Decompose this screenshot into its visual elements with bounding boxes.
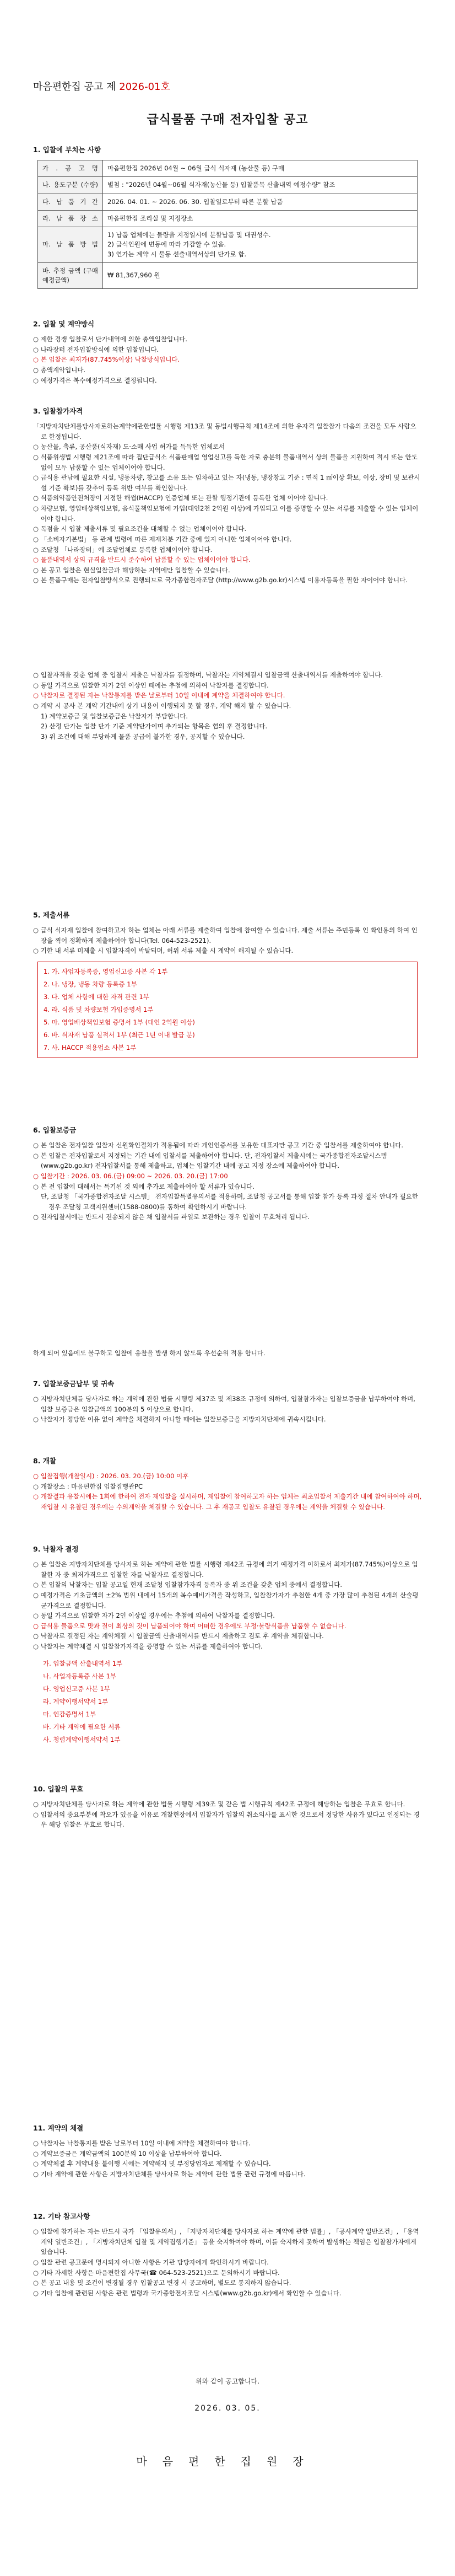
list-item: 3. 다. 업체 사항에 대한 자격 관련 1부 bbox=[44, 992, 149, 1001]
section-contract-method: 2. 입찰 및 계약방식 ○ 제한 경쟁 입찰로서 단가내역에 의한 총액입찰입니다. ○ 나라장터 전자입찰방식에 의한 입찰입니다. ○ 본 입찰은 최저가(87.745%이상) 낙찰방식입니다. ○ 총액계약입니다. ○ 예정가격은 복수예정가격으로 결정됩니다. bbox=[33, 319, 422, 385]
list-item: ○ 개찰결과 유찰시에는 1회에 한하여 전자 재입찰을 실시하며, 재입찰에 참여하고자 하는 업체는 최초입찰서 제출기간 내에 참여하여야 하며, 재입찰 시 유찰된 경우에는 수의계약을 체결할 수 있습니다. 그 후 재공고 입찰도 유찰된 경우에는 계약을 체결할 수 있습니다. bbox=[33, 1493, 422, 1511]
list-item: ○ 입찰자격을 갖춘 업체 중 입찰서 제출은 낙찰자를 결정하며, 낙찰자는 계약체결시 입찰금액 산출내역서를 제출하여야 합니다. bbox=[33, 671, 383, 679]
table-row: 나. 용도구분 (수량) 별첨 : "2026년 04월~06월 식자재(농산물 등) 입찰품목 산출내역 예정수량" 참조 bbox=[38, 177, 418, 194]
notice-title: 급식물품 구매 전자입찰 공고 bbox=[147, 113, 308, 127]
item-list bbox=[33, 1559, 422, 1652]
section-winner: 9. 낙찰자 결정 ○ 본 입찰은 지방자치단체를 당사자로 하는 계약에 관한 법률 시행령 제42조 규정에 의거 예정가격 이하로서 최저가(87.745%)이상으로 입찰한 자 중 최저가격으로 입찰한 자를 낙찰자로 결정합니다. ○ 본 입찰의 낙찰자는 입찰 공고일 현재 조달청 입찰참가자격 등록자 중 위 조건을 갖춘 업체 중에서 결정합니다. ○ 예정가격은 기초금액의 ±2% 범위 내에서 15개의 복수예비가격을 작성하고, 입찰참가자가 추첨한 4개 중 가장 많이 추첨된 4개의 산술평균가격으로 결정합니다. ○ 동일 가격으로 입찰한 자가 2인 이상일 경우에는 추첨에 의하여 낙찰자를 결정합니다. ○ 급식용 물품으로 맛과 질이 최상의 것이 납품되어야 하며 어떠한 경우에도 부정·불량식품을 납품할 수 없습니다. ○ 낙찰자로 결정된 자는 계약체결 시 입찰금액 산출내역서를 반드시 제출하고 검토 후 계약을 체결합니다. ○ 낙찰자는 계약체결 시 입찰참가자격을 증명할 수 있는 서류를 제출하여야 합니다. 가. 입찰금액 산출내역서 1부 나. 사업자등록증 사본 1부 다. 영업신고증 사본 1부 라. 계약이행서약서 1부 마. 인감증명서 1부 바. 기타 계약에 필요한 서류 사. 청렴계약이행서약서 1부 bbox=[33, 1544, 422, 1752]
list-item: ○ 입찰에 참가하는 자는 반드시 국가 「입찰유의서」, 「지방자치단체를 당사자로 하는 계약에 관한 법률」, 「공사계약 일반조건」, 「용역계약 일반조건」, 「지방자치단체 입찰 및 계약집행기준」 등을 숙지하여야 하며, 이를 숙지하지 못하여 발생하는 책임은 입찰참가자에게 있습니다. bbox=[33, 2228, 419, 2256]
list-item: ○ 기한 내 서류 미제출 시 입찰자격이 박탈되며, 허위 서류 제출 시 계약이 해지될 수 있습니다. bbox=[33, 947, 294, 955]
item-list bbox=[33, 1471, 422, 1512]
list-item: 마. 인감증명서 1부 bbox=[43, 1710, 96, 1718]
list-item: ○ 나라장터 전자입찰방식에 의한 입찰입니다. bbox=[33, 345, 159, 353]
list-item: 다. 영업신고증 사본 1부 bbox=[43, 1684, 110, 1693]
list-item: ○ 낙찰자로 결정된 자는 낙찰통지를 받은 날로부터 10일 이내에 계약을 체결하여야 합니다. bbox=[33, 691, 285, 700]
list-item: 1. 가. 사업자등록증, 영업신고증 사본 각 1부 bbox=[44, 967, 168, 975]
list-item: ○ 동일 가격으로 입찰한 자가 2인 이상일 경우에는 추첨에 의하여 낙찰자를 결정합니다. bbox=[33, 1612, 275, 1620]
list-item: 2) 산정 단가는 입찰 단가 기준 계약단가이며 추가되는 항목은 협의 후 결정합니다. bbox=[41, 722, 268, 731]
list-item: ○ 입찰 관련 공고문에 명시되지 아니한 사항은 기관 담당자에게 확인하시기 바랍니다. bbox=[33, 2258, 269, 2266]
table-row: 가 . 공 고 명 마음편한집 2026년 04월 ~ 06월 급식 식자재 (농산물 등) 구매 bbox=[38, 160, 418, 177]
list-item: ○ 예정가격은 복수예정가격으로 결정됩니다. bbox=[33, 376, 157, 384]
section-invalid-bids: 10. 입찰의 무효 ○ 지방자치단체를 당사자로 하는 계약에 관한 법률 시행령 제39조 및 같은 법 시행규칙 제42조 규정에 해당하는 입찰은 무효로 합니다. ○ 입찰서의 중요부분에 착오가 있음을 이유로 개찰현장에서 입찰자가 입찰의 취소의사를 표시한 것으로서 정당한 사유가 있다고 인정되는 경우 해당 입찰은 무효로 합니다. bbox=[33, 1784, 422, 1830]
item-list bbox=[33, 1799, 422, 1830]
list-item: ○ 계약체결 후 계약내용 불이행 시에는 계약해지 및 부정당업자로 제재할 수 있습니다. bbox=[33, 2160, 271, 2168]
list-item: 「지방자치단체를당사자로하는계약에관한법률 시행령 제13조 및 동법시행규칙 제14조에 의한 유자격 입찰참가 다음의 조건을 모두 사람으로 한정됩니다. bbox=[33, 422, 416, 441]
list-item: ○ 낙찰자로 결정된 자는 계약체결 시 입찰금액 산출내역서를 반드시 제출하고 검토 후 계약을 체결합니다. bbox=[33, 1632, 324, 1640]
list-item: ○ 급식용 관납에 필요한 시설, 냉동차량, 창고를 소유 또는 임차하고 있는 자(냉동, 냉장창고 기준 : 면적 1 ㎡이상 확보, 이상, 장비 및 보관시설 기준 확보)를 갖추어 등록 위반 여부를 확인합니다. bbox=[33, 474, 420, 492]
list-item: 바. 기타 계약에 필요한 서류 bbox=[43, 1722, 121, 1731]
section-documents: 5. 제출서류 ○ 급식 식자재 입찰에 참여하고자 하는 업체는 아래 서류를 제출하여 입찰에 참여할 수 있습니다. 제출 서류는 주민등록 인 확인용의 하여 인장을 찍어 정확하게 제출하여야 합니다(Tel. 064-523-2521). ○ 기한 내 서류 미제출 시 입찰자격이 박탈되며, 허위 서류 제출 시 계약이 해지될 수 있습니다. 1. 가. 사업자등록증, 영업신고증 사본 각 1부 2. 나. 냉장, 냉동 차량 등록증 1부 3. 다. 업체 사항에 대한 자격 관련 1부 4. 라. 식품 및 차량보험 가입증명서 1부 5. 마. 영업배상책임보험 증명서 1부 (대인 2억원 이상) 6. 바. 식자재 납품 실적서 1부 (최근 1년 이내 발급 분) 7. 사. HACCP 적용업소 사본 1부 bbox=[33, 910, 422, 1064]
list-item: ○ 제한 경쟁 입찰로서 단가내역에 의한 총액입찰입니다. bbox=[33, 335, 188, 343]
list-item: 하게 되어 있음에도 불구하고 입찰에 응찰을 발생 하지 않도록 우선순위 적용 합니다. bbox=[33, 1349, 266, 1357]
list-item: 라. 계약이행서약서 1부 bbox=[43, 1697, 109, 1705]
list-item: ○ 본 공고 입찰은 현실입찰금과 해당하는 지역에만 입찰할 수 있습니다. bbox=[33, 566, 230, 574]
list-item: ○ 기타 자세한 사항은 마음편한집 사무국(☎ 064-523-2521)으로 문의하시기 바랍니다. bbox=[33, 2268, 280, 2277]
item-list bbox=[33, 334, 422, 385]
list-item: ○ 총액계약입니다. bbox=[33, 366, 86, 374]
section-bid-deposit: 6. 입찰보증금 ○ 본 입찰은 전자입찰 입찰자 신원확인절차가 적용됨에 따라 개인인증서를 보유한 대표자만 공고 기간 중 입찰서를 제출하여야 합니다. ○ 본 입찰은 전자입찰로서 지정되는 기간 내에 입찰서를 제출하여야 합니다. 단, 전자입찰서 제출시에는 국가종합전자조달시스템(www.g2b.go.kr) 전자입찰서를 통해 제출하고, 업체는 입찰기간 내에 공고 지정 장소에 제출하여야 합니다. ○ 입찰기간 : 2026. 03. 06.(금) 09:00 ~ 2026. 03. 20.(금) 17:00 ○ 본 전 입찰에 대해서는 특기된 것 외에 추가로 제출하여야 할 서류가 있습니다. 단, 조달청 「국가종합전자조달 시스템」 전자입찰특별유의서를 적용하며, 조달청 공고서를 통해 입찰 참가 등록 과정 절차 안내가 필요한 경우 조달청 고객지원센터(1588-0800)를 통하여 확인하시기 바랍니다. ○ 전자입찰서에는 반드시 전송되지 않은 채 입찰서를 파일로 보관하는 경우 입찰이 무효처리 됩니다. bbox=[33, 1125, 422, 1222]
list-item: ○ 입찰서의 중요부분에 착오가 있음을 이유로 개찰현장에서 입찰자가 입찰의 취소의사를 표시한 것으로서 정당한 사유가 있다고 인정되는 경우 해당 입찰은 무효로 합니다. bbox=[33, 1810, 420, 1829]
section-continuation bbox=[33, 1348, 422, 1359]
list-item: 사. 청렴계약이행서약서 1부 bbox=[43, 1735, 121, 1743]
list-item: ○ 조달청 「나라장터」에 조달업체로 등록한 업체이어야 합니다. bbox=[33, 545, 213, 554]
list-item: ○ 예정가격은 기초금액의 ±2% 범위 내에서 15개의 복수예비가격을 작성하고, 입찰참가자가 추첨한 4개 중 가장 많이 추첨된 4개의 산술평균가격으로 결정합니다. bbox=[33, 1591, 419, 1609]
item-list bbox=[33, 670, 422, 742]
item-list bbox=[33, 1140, 422, 1222]
item-list bbox=[33, 421, 422, 586]
list-item: ○ 계약 시 공사 본 계약 기간내에 상기 내용이 이행되지 못 할 경우, 계약 해지 할 수 있습니다. bbox=[33, 701, 291, 710]
list-item: ○ 입찰집행(개찰일시) : 2026. 03. 20.(금) 10:00 이후 bbox=[33, 1472, 189, 1480]
list-item: ○ 독점을 시 입찰 제출서류 및 필요조건을 대체할 수 없는 업체이어야 합니다. bbox=[33, 525, 247, 533]
item-list bbox=[33, 2226, 422, 2298]
list-item: 2. 나. 냉장, 냉동 차량 등록증 1부 bbox=[44, 980, 137, 988]
list-item: ○ 본 입찰은 전자입찰 입찰자 신원확인절차가 적용됨에 따라 개인인증서를 보유한 대표자만 공고 기간 중 입찰서를 제출하여야 합니다. bbox=[33, 1141, 404, 1149]
section-contract: 11. 계약의 체결 ○ 낙찰자는 낙찰통지를 받은 날로부터 10일 이내에 계약을 체결하여야 합니다. ○ 계약보증금은 계약금액의 100분의 10 이상을 납부하여야 합니다. ○ 계약체결 후 계약내용 불이행 시에는 계약해지 및 부정당업자로 제재할 수 있습니다. ○ 기타 계약에 관한 사항은 지방자치단체를 당사자로 하는 계약에 관한 법률 관련 규정에 따릅니다. bbox=[33, 2123, 422, 2180]
document-number-value: 2026-01호 bbox=[119, 81, 170, 93]
section-bid-decision bbox=[33, 670, 422, 742]
list-item: ○ 본 공고 내용 및 조건이 변경될 경우 입찰공고 변경 시 공고하며, 별도로 통지하지 않습니다. bbox=[33, 2279, 291, 2287]
list-item: ○ 기타 계약에 관한 사항은 지방자치단체를 당사자로 하는 계약에 관한 법률 관련 규정에 따릅니다. bbox=[33, 2170, 306, 2178]
list-item: ○ 「소비자기본법」 등 관계 법령에 따른 제재처분 기간 중에 있지 아니한 업체이어야 합니다. bbox=[33, 535, 292, 543]
list-item: ○ 본 입찰의 낙찰자는 입찰 공고일 현재 조달청 입찰참가자격 등록자 중 위 조건을 갖춘 업체 중에서 결정합니다. bbox=[33, 1581, 342, 1589]
issuer-signature: 마음편한집원장 bbox=[136, 2455, 319, 2468]
list-item: ○ 입찰기간 : 2026. 03. 06.(금) 09:00 ~ 2026. 03. 20.(금) 17:00 bbox=[33, 1172, 228, 1180]
table-row: 다. 납 품 기 간 2026. 04. 01. ~ 2026. 06. 30. 입찰일로부터 따른 분할 납품 bbox=[38, 194, 418, 210]
list-item: ○ 낙찰자는 계약체결 시 입찰참가자격을 증명할 수 있는 서류를 제출하여야 합니다. bbox=[33, 1643, 263, 1650]
section-notes: 12. 기타 참고사항 ○ 입찰에 참가하는 자는 반드시 국가 「입찰유의서」, 「지방자치단체를 당사자로 하는 계약에 관한 법률」, 「공사계약 일반조건」, 「용역계약 일반조건」, 「지방자치단체 입찰 및 계약집행기준」 등을 숙지하여야 하며, 이를 숙지하지 못하여 발생하는 책임은 입찰참가자에게 있습니다. ○ 입찰 관련 공고문에 명시되지 아니한 사항은 기관 담당자에게 확인하시기 바랍니다. ○ 기타 자세한 사항은 마음편한집 사무국(☎ 064-523-2521)으로 문의하시기 바랍니다. ○ 본 공고 내용 및 조건이 변경될 경우 입찰공고 변경 시 공고하며, 별도로 통지하지 않습니다. ○ 기타 입찰에 관련된 사항은 관련 법령과 국가종합전자조달 시스템(www.g2b.go.kr)에서 확인할 수 있습니다. bbox=[33, 2211, 422, 2298]
item-list bbox=[33, 2138, 422, 2180]
required-documents-box bbox=[37, 962, 418, 1058]
table-row: 마. 납 품 방 법 1) 납품 업체에는 물량을 지정일시에 분할납품 및 대권성수. 2) 급식인원에 변동에 따라 가감할 수 있음. 3) 연가는 계약 시 물동 선출내역서상의 단가로 함. bbox=[38, 227, 418, 263]
list-item: ○ 기타 입찰에 관련된 사항은 관련 법령과 국가종합전자조달 시스템(www.g2b.go.kr)에서 확인할 수 있습니다. bbox=[33, 2289, 342, 2297]
list-item: ○ 본 입찰은 전자입찰로서 지정되는 기간 내에 입찰서를 제출하여야 합니다. 단, 전자입찰서 제출시에는 국가종합전자조달시스템(www.g2b.go.kr) 전자입찰서를 통해 제출하고, 업체는 입찰기간 내에 공고 지정 장소에 제출하여야 합니다. bbox=[33, 1151, 387, 1170]
list-item: ○ 지방자치단체를 당사자로 하는 계약에 관한 법률 시행령 제39조 및 같은 법 시행규칙 제42조 규정에 해당하는 입찰은 무효로 합니다. bbox=[33, 1800, 405, 1808]
section-deposit-forfeit: 7. 입찰보증금납부 및 귀속 ○ 지방자치단체를 당사자로 하는 계약에 관한 법률 시행령 제37조 및 제38조 규정에 의하여, 입찰참가자는 입찰보증금을 납부하여야 하며, 입찰 보증금은 입찰금액의 100분의 5 이상으로 합니다. ○ 낙찰자가 정당한 이유 없이 계약을 체결하지 아니할 때에는 입찰보증금을 지방자치단체에 귀속시킵니다. bbox=[33, 1378, 422, 1425]
list-item: ○ 지방자치단체를 당사자로 하는 계약에 관한 법률 시행령 제37조 및 제38조 규정에 의하여, 입찰참가자는 입찰보증금을 납부하여야 하며, 입찰 보증금은 입찰금액의 100분의 5 이상으로 합니다. bbox=[33, 1395, 415, 1413]
bid-info-table bbox=[37, 160, 418, 289]
list-item: ○ 전자입찰서에는 반드시 전송되지 않은 채 입찰서를 파일로 보관하는 경우 입찰이 무효처리 됩니다. bbox=[33, 1213, 310, 1221]
notice-date: 2026. 03. 05. bbox=[194, 2404, 261, 2413]
section-heading: 1. 입찰에 부치는 사항 bbox=[33, 146, 101, 154]
list-item: 단, 조달청 「국가종합전자조달 시스템」 전자입찰특별유의서를 적용하며, 조달청 공고서를 통해 입찰 참가 등록 과정 절차 안내가 필요한 경우 조달청 고객지원센터(1588-0800)를 통하여 확인하시기 바랍니다. bbox=[41, 1193, 419, 1211]
list-item: ○ 개찰장소 : 마음편한집 입찰집행관PC bbox=[33, 1482, 143, 1490]
section-qualification: 3. 입찰참가자격 「지방자치단체를당사자로하는계약에관한법률 시행령 제13조 및 동법시행규칙 제14조에 의한 유자격 입찰참가 다음의 조건을 모두 사람으로 한정됩니다. ○ 농산물, 축류, 공산품(식자재) 도·소매 사업 허가를 득득한 업체로서 ○ 식품위생법 시행령 제21조에 따라 집단급식소 식품판매업 영업신고를 득한 자로 충분히 물품내역서 상의 물품을 지원하여 적시 또는 안도 없이 모두 납품할 수 있는 업체이어야 합니다. ○ 급식용 관납에 필요한 시설, 냉동차량, 창고를 소유 또는 임차하고 있는 자(냉동, 냉장창고 기준 : 면적 1 ㎡이상 확보, 이상, 장비 및 보관시설 기준 확보)를 갖추어 등록 위반 여부를 확인합니다. ○ 식품의약품안전처장이 지정한 해썹(HACCP) 인증업체 또는 관할 행정기관에 등록한 업체 이어야 합니다. ○ 차량보험, 영업배상책임보험, 음식물책임보험에 가입(대인2천 2억원 이상)에 가입되고 이를 증명할 수 있는 서류를 제출할 수 있는 업체이어야 합니다. ○ 독점을 시 입찰 제출서류 및 필요조건을 대체할 수 없는 업체이어야 합니다. ○ 「소비자기본법」 등 관계 법령에 따른 제재처분 기간 중에 있지 아니한 업체이어야 합니다. ○ 조달청 「나라장터」에 조달업체로 등록한 업체이어야 합니다. ○ 물품내역서 상의 규격을 반드시 준수하여 납품할 수 있는 업체이어야 합니다. ○ 본 공고 입찰은 현실입찰금과 해당하는 지역에만 입찰할 수 있습니다. ○ 본 물품구매는 전자입찰방식으로 진행되므로 국가종합전자조달 (http://www.g2b.go.kr)시스템 이용자등록을 필한 자이어야 합니다. bbox=[33, 406, 422, 586]
table-row: 바. 추정 금액 (구매예정금액) ₩ 81,367,960 원 bbox=[38, 262, 418, 289]
list-item: ○ 본 입찰은 지방자치단체를 당사자로 하는 계약에 관한 법률 시행령 제42조 규정에 의거 예정가격 이하로서 최저가(87.745%)이상으로 입찰한 자 중 최저가격으로 입찰한 자를 낙찰자로 결정합니다. bbox=[33, 1560, 418, 1579]
list-item: 5. 마. 영업배상책임보험 증명서 1부 (대인 2억원 이상) bbox=[44, 1018, 195, 1026]
contract-documents-box bbox=[37, 1657, 418, 1746]
list-item: ○ 낙찰자는 낙찰통지를 받은 날로부터 10일 이내에 계약을 체결하여야 합니다. bbox=[33, 2139, 251, 2147]
list-item: ○ 식품의약품안전처장이 지정한 해썹(HACCP) 인증업체 또는 관할 행정기관에 등록한 업체 이어야 합니다. bbox=[33, 494, 328, 502]
list-item: 3) 위 조건에 대해 부당하게 물품 공급이 불가한 경우, 공지할 수 있습니다. bbox=[41, 732, 245, 740]
list-item: 나. 사업자등록증 사본 1부 bbox=[43, 1672, 117, 1680]
document-number: 마음편한집 공고 제 2026-01호 bbox=[33, 81, 170, 93]
list-item: 4. 라. 식품 및 차량보험 가입증명서 1부 bbox=[44, 1005, 154, 1013]
list-item: ○ 계약보증금은 계약금액의 100분의 10 이상을 납부하여야 합니다. bbox=[33, 2149, 222, 2158]
table-row: 라. 납 품 장 소 마음편한집 조리실 및 지정장소 bbox=[38, 210, 418, 227]
list-item: 6. 바. 식자재 납품 실적서 1부 (최근 1년 이내 발급 분) bbox=[44, 1031, 195, 1039]
section-bid-items bbox=[33, 144, 422, 289]
list-item: ○ 본 물품구매는 전자입찰방식으로 진행되므로 국가종합전자조달 (http://www.g2b.go.kr)시스템 이용자등록을 필한 자이어야 합니다. bbox=[33, 576, 408, 584]
list-item: ○ 동일 가격으로 입찰한 자가 2인 이상인 때에는 추첨에 의하여 낙찰자를 결정합니다. bbox=[33, 681, 269, 689]
list-item: ○ 낙찰자가 정당한 이유 없이 계약을 체결하지 아니할 때에는 입찰보증금을 지방자치단체에 귀속시킵니다. bbox=[33, 1415, 326, 1424]
list-item: ○ 차량보험, 영업배상책임보험, 음식물책임보험에 가입(대인2천 2억원 이상)에 가입되고 이를 증명할 수 있는 서류를 제출할 수 있는 업체이어야 합니다. bbox=[33, 505, 419, 523]
section-opening: 8. 개찰 ○ 입찰집행(개찰일시) : 2026. 03. 20.(금) 10:00 이후 ○ 개찰장소 : 마음편한집 입찰집행관PC ○ 개찰결과 유찰시에는 1회에 한하여 전자 재입찰을 실시하며, 재입찰에 참여하고자 하는 업체는 최초입찰서 제출기간 내에 참여하여야 하며, 재입찰 시 유찰된 경우에는 수의계약을 체결할 수 있습니다. 그 후 재공고 입찰도 유찰된 경우에는 계약을 체결할 수 있습니다. bbox=[33, 1456, 422, 1512]
item-list bbox=[33, 1394, 422, 1425]
list-item: ○ 본 전 입찰에 대해서는 특기된 것 외에 추가로 제출하여야 할 서류가 있습니다. bbox=[33, 1182, 254, 1190]
list-item: ○ 식품위생법 시행령 제21조에 따라 집단급식소 식품판매업 영업신고를 득한 자로 충분히 물품내역서 상의 물품을 지원하여 적시 또는 안도 없이 모두 납품할 수 있는 업체이어야 합니다. bbox=[33, 453, 418, 471]
list-item: ○ 물품내역서 상의 규격을 반드시 준수하여 납품할 수 있는 업체이어야 합니다. bbox=[33, 556, 251, 564]
closing-text: 위와 같이 공고합니다. bbox=[196, 2378, 259, 2385]
list-item: ○ 급식 식자재 입찰에 참여하고자 하는 업체는 아래 서류를 제출하여 입찰에 참여할 수 있습니다. 제출 서류는 주민등록 인 확인용의 하여 인장을 찍어 정확하게 제출하여야 합니다(Tel. 064-523-2521). bbox=[33, 926, 418, 944]
list-item: ○ 농산물, 축류, 공산품(식자재) 도·소매 사업 허가를 득득한 업체로서 bbox=[33, 443, 225, 451]
list-item: 7. 사. HACCP 적용업소 사본 1부 bbox=[44, 1043, 137, 1051]
list-item: ○ 급식용 물품으로 맛과 질이 최상의 것이 납품되어야 하며 어떠한 경우에도 부정·불량식품을 납품할 수 없습니다. bbox=[33, 1622, 346, 1630]
list-item: 가. 입찰금액 산출내역서 1부 bbox=[43, 1659, 123, 1667]
list-item: 1) 계약보증금 및 입찰보증금은 낙찰자가 부담합니다. bbox=[41, 712, 188, 720]
list-item: ○ 본 입찰은 최저가(87.745%이상) 낙찰방식입니다. bbox=[33, 356, 180, 364]
item-list bbox=[33, 925, 422, 956]
